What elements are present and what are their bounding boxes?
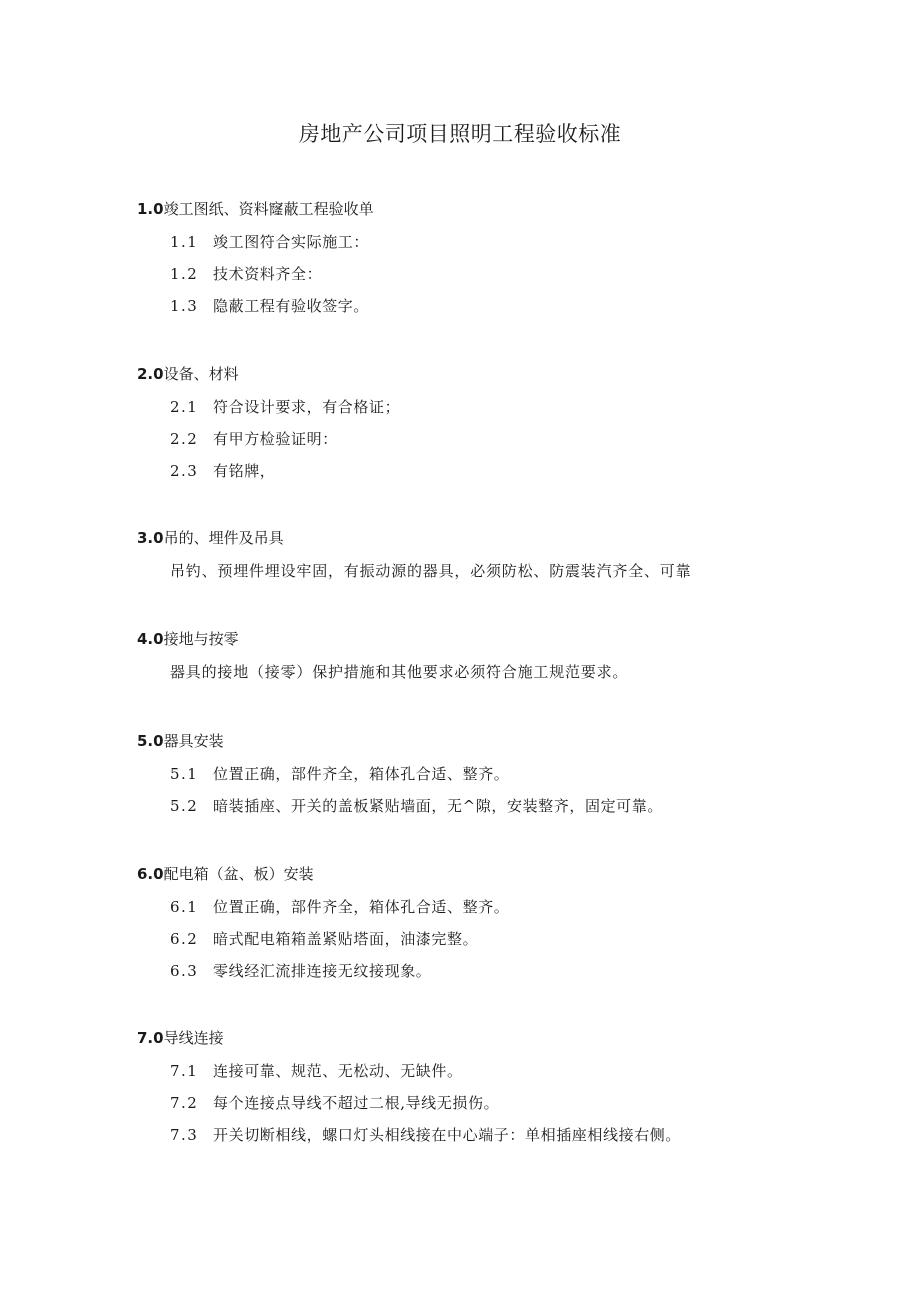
section-heading xyxy=(137,862,314,886)
list-item xyxy=(170,459,275,483)
list-item xyxy=(170,294,369,318)
section-title: 竣工图纸、资料窿蔽工程验收单 xyxy=(163,200,374,218)
list-item xyxy=(170,395,400,419)
item-text: 每个连接点导线不超过二根,导线无损伤。 xyxy=(213,1094,500,1112)
item-text: 竣工图符合实际施工： xyxy=(213,233,370,251)
list-item xyxy=(170,959,431,983)
item-number: 2.3 xyxy=(170,462,199,480)
list-item xyxy=(170,927,478,951)
section-heading xyxy=(137,729,224,753)
item-number: 5.2 xyxy=(170,797,199,815)
item-number: 7.2 xyxy=(170,1094,199,1112)
item-number: 1.3 xyxy=(170,297,199,315)
item-text: 开关切断相线，螺口灯头相线接在中心端子：单相插座相线接右侧。 xyxy=(213,1126,682,1144)
section-number: 1.0 xyxy=(137,200,164,218)
section-number: 2.0 xyxy=(137,365,164,383)
list-item xyxy=(170,262,322,286)
item-text: 位置正确，部件齐全，箱体孔合适、整齐。 xyxy=(213,765,510,783)
list-item xyxy=(170,1123,681,1147)
item-text: 暗装插座、开关的盖板紧贴墙面，无^隙，安装整齐，固定可靠。 xyxy=(213,797,663,815)
item-number: 7.3 xyxy=(170,1126,199,1144)
section-title: 配电箱（盆、板）安装 xyxy=(163,865,314,883)
item-text: 隐蔽工程有验收签字。 xyxy=(213,297,370,315)
list-item xyxy=(170,794,663,818)
item-number: 1.2 xyxy=(170,265,199,283)
section-title: 设备、材料 xyxy=(163,365,239,383)
item-text: 有铭牌， xyxy=(213,462,276,480)
item-number: 2.1 xyxy=(170,398,199,416)
section-title: 器具安装 xyxy=(163,732,224,750)
item-text: 有甲方检验证明： xyxy=(213,430,338,448)
item-number: 6.3 xyxy=(170,962,199,980)
item-text: 零线经汇流排连接无纹接现象。 xyxy=(213,962,432,980)
page-title: 房地产公司项目照明工程验收标准 xyxy=(298,122,622,146)
list-item xyxy=(170,895,509,919)
section-title: 接地与按零 xyxy=(163,630,239,648)
list-item xyxy=(170,230,369,254)
item-number: 1.1 xyxy=(170,233,199,251)
item-text: 暗式配电箱箱盖紧贴塔面，油漆完整。 xyxy=(213,930,479,948)
list-item xyxy=(170,1091,499,1115)
list-item xyxy=(170,1059,463,1083)
section-title: 吊的、埋件及吊具 xyxy=(163,529,284,547)
section-heading xyxy=(137,526,284,550)
item-number: 5.1 xyxy=(170,765,199,783)
list-item xyxy=(170,762,509,786)
section-heading xyxy=(137,627,239,651)
section-title: 导线连接 xyxy=(163,1029,224,1047)
section-heading xyxy=(137,362,239,386)
section-heading xyxy=(137,197,374,221)
item-number: 6.1 xyxy=(170,898,199,916)
section-number: 4.0 xyxy=(137,630,164,648)
section-heading xyxy=(137,1026,224,1050)
section-paragraph: 吊钓、预埋件埋设牢固，有振动源的器具，必须防松、防震装汽齐全、可靠 xyxy=(170,562,692,580)
item-number: 6.2 xyxy=(170,930,199,948)
item-text: 符合设计要求，有合格证； xyxy=(213,398,401,416)
section-number: 7.0 xyxy=(137,1029,164,1047)
item-text: 位置正确，部件齐全，箱体孔合适、整齐。 xyxy=(213,898,510,916)
item-number: 2.2 xyxy=(170,430,199,448)
section-number: 5.0 xyxy=(137,732,164,750)
list-item xyxy=(170,427,338,451)
item-number: 7.1 xyxy=(170,1062,199,1080)
section-number: 6.0 xyxy=(137,865,164,883)
section-number: 3.0 xyxy=(137,529,164,547)
item-text: 连接可靠、规范、无松动、无缺件。 xyxy=(213,1062,463,1080)
section-paragraph: 器具的接地（接零）保护措施和其他要求必须符合施工规范要求。 xyxy=(170,663,629,681)
item-text: 技术资料齐全： xyxy=(213,265,323,283)
